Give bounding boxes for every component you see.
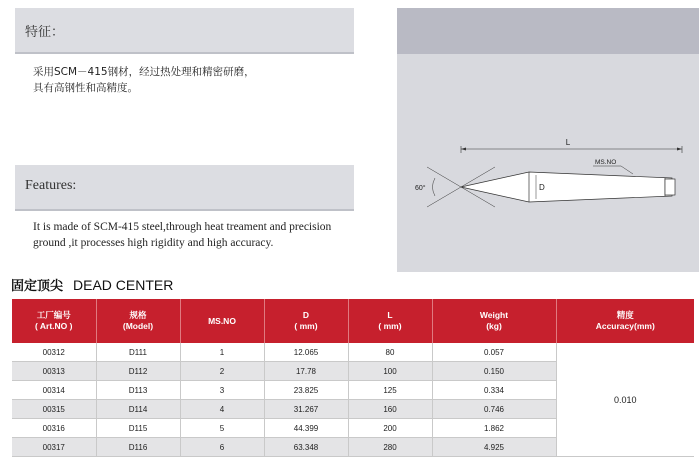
cell-ms-no: 4 bbox=[180, 400, 264, 419]
header-en: ( mm) bbox=[378, 321, 402, 331]
cell-model: D113 bbox=[96, 381, 180, 400]
cell-weight: 4.925 bbox=[432, 438, 556, 457]
cell-weight: 0.334 bbox=[432, 381, 556, 400]
cell-l: 160 bbox=[348, 400, 432, 419]
features-en-line: ground ,it processes high rigidity and high accuracy. bbox=[33, 237, 274, 249]
cell-ms-no: 6 bbox=[180, 438, 264, 457]
angle-label: 60° bbox=[415, 185, 426, 192]
header-cn: D bbox=[302, 310, 310, 320]
cell-model: D111 bbox=[96, 343, 180, 362]
header-cn: L bbox=[387, 310, 393, 320]
cell-ms-no: 5 bbox=[180, 419, 264, 438]
table-row bbox=[12, 343, 694, 362]
section-heading bbox=[11, 275, 173, 294]
spec-table bbox=[12, 299, 694, 457]
dim-label-d: D bbox=[539, 183, 545, 192]
header-accuracy bbox=[556, 299, 694, 343]
features-en-header bbox=[15, 165, 354, 211]
cell-l: 280 bbox=[348, 438, 432, 457]
cell-art-no: 00317 bbox=[12, 438, 96, 457]
angle-arc bbox=[433, 178, 436, 196]
cell-weight: 0.150 bbox=[432, 362, 556, 381]
cell-d: 44.399 bbox=[264, 419, 348, 438]
header-cn: Weight bbox=[479, 310, 509, 320]
technical-drawing-panel bbox=[397, 8, 699, 272]
cell-d: 12.065 bbox=[264, 343, 348, 362]
cell-weight: 0.057 bbox=[432, 343, 556, 362]
header-en: ( mm) bbox=[294, 321, 318, 331]
dim-label-l: L bbox=[565, 138, 571, 147]
cell-weight: 1.862 bbox=[432, 419, 556, 438]
cell-l: 125 bbox=[348, 381, 432, 400]
header-model bbox=[96, 299, 180, 343]
dim-arrow-right bbox=[677, 148, 682, 151]
section-title-en: DEAD CENTER bbox=[73, 277, 174, 293]
features-cn-text bbox=[33, 64, 363, 96]
taper-label: MS.NO bbox=[595, 159, 617, 166]
header-en: (Model) bbox=[122, 321, 154, 331]
features-cn-header bbox=[15, 8, 354, 54]
cell-ms-no: 1 bbox=[180, 343, 264, 362]
header-d bbox=[264, 299, 348, 343]
header-cn: 规格 bbox=[129, 310, 147, 320]
cell-ms-no: 2 bbox=[180, 362, 264, 381]
cell-l: 100 bbox=[348, 362, 432, 381]
features-cn-title: 特征： bbox=[25, 25, 65, 40]
section-title-cn: 固定顶尖 bbox=[11, 279, 64, 294]
header-cn: 工厂编号 bbox=[36, 310, 71, 320]
features-en-text bbox=[33, 219, 363, 251]
cell-d: 63.348 bbox=[264, 438, 348, 457]
table-header-row bbox=[12, 299, 694, 343]
header-en: ( Art.NO ) bbox=[35, 321, 73, 331]
cell-model: D115 bbox=[96, 419, 180, 438]
taper-leader bbox=[621, 166, 633, 174]
cell-model: D112 bbox=[96, 362, 180, 381]
header-art-no bbox=[12, 299, 96, 343]
cell-d: 17.78 bbox=[264, 362, 348, 381]
header-en: MS.NO bbox=[208, 315, 236, 326]
cell-weight: 0.746 bbox=[432, 400, 556, 419]
header-en: Accuracy(mm) bbox=[595, 321, 655, 331]
header-ms-no bbox=[180, 299, 264, 343]
features-en-line: It is made of SCM-415 steel,through heat treament and precision bbox=[33, 221, 332, 233]
center-body bbox=[461, 172, 672, 202]
cell-d: 23.825 bbox=[264, 381, 348, 400]
cell-accuracy: 0.010 bbox=[556, 343, 694, 457]
features-en-title: Features: bbox=[25, 178, 77, 193]
cell-art-no: 00312 bbox=[12, 343, 96, 362]
header-weight bbox=[432, 299, 556, 343]
features-cn-line: 采用SCM－415钢材，经过热处理和精密研磨， bbox=[33, 66, 255, 78]
cell-ms-no: 3 bbox=[180, 381, 264, 400]
cell-art-no: 00313 bbox=[12, 362, 96, 381]
cell-d: 31.267 bbox=[264, 400, 348, 419]
tang-end bbox=[665, 179, 675, 195]
header-l bbox=[348, 299, 432, 343]
dim-arrow-left bbox=[461, 148, 466, 151]
cell-model: D114 bbox=[96, 400, 180, 419]
cell-art-no: 00316 bbox=[12, 419, 96, 438]
cell-l: 80 bbox=[348, 343, 432, 362]
header-en: (kg) bbox=[486, 321, 502, 331]
cell-art-no: 00315 bbox=[12, 400, 96, 419]
cell-l: 200 bbox=[348, 419, 432, 438]
features-cn-line: 具有高钢性和高精度。 bbox=[33, 82, 138, 94]
cell-art-no: 00314 bbox=[12, 381, 96, 400]
cell-model: D116 bbox=[96, 438, 180, 457]
dead-center-drawing bbox=[397, 8, 699, 272]
header-cn: 精度 bbox=[616, 310, 634, 320]
